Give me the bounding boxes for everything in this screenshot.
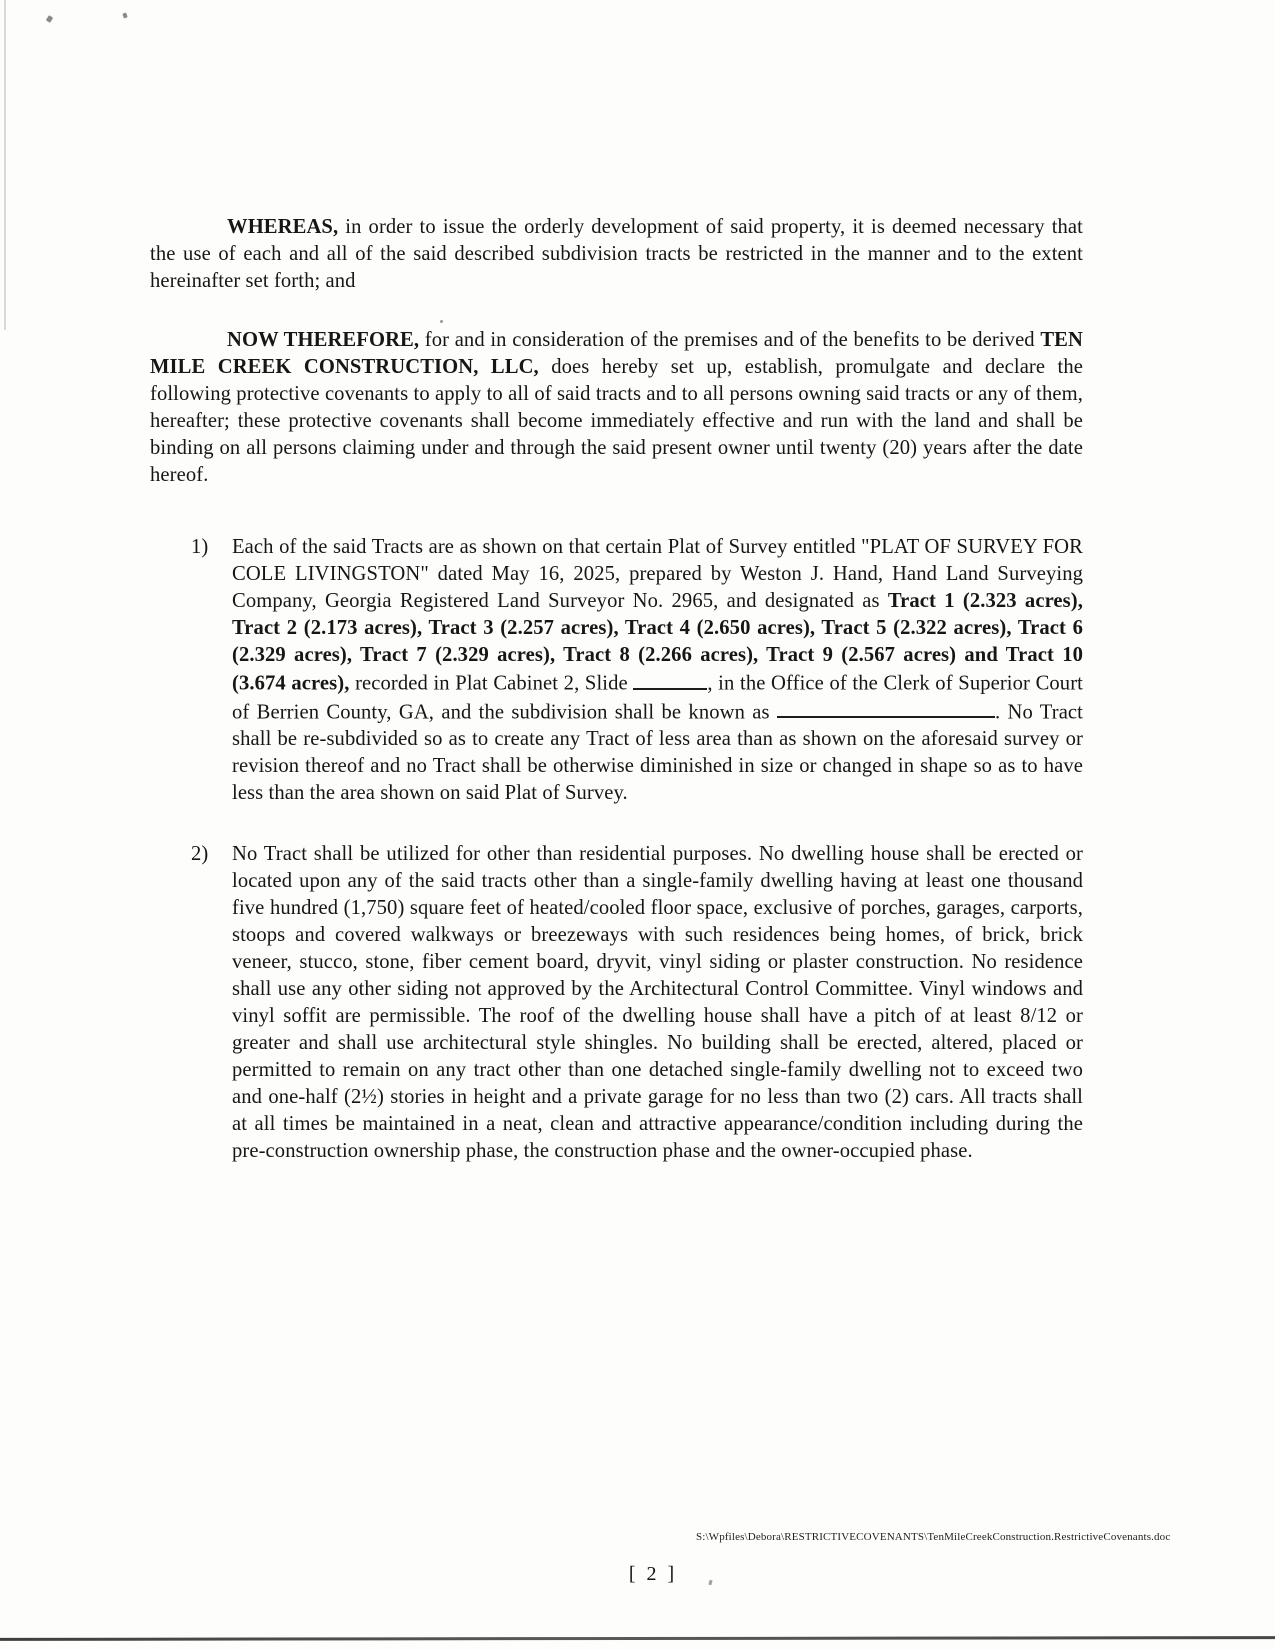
now-therefore-text-a: for and in consideration of the premises and of the benefits to be derived: [419, 329, 1041, 351]
paragraph-whereas: [150, 214, 1083, 295]
scan-speck-artifact: [708, 1580, 712, 1586]
covenant-item-2: [150, 841, 1083, 1165]
scan-speck-artifact: [122, 12, 127, 18]
whereas-lead-text: WHEREAS,: [227, 216, 339, 238]
now-therefore-lead-text: NOW THEREFORE,: [227, 329, 420, 351]
item-2-number: 2): [191, 843, 209, 866]
scan-edge-artifact: [4, 0, 6, 330]
item-2-text: No Tract shall be utilized for other than residential purposes. No dwelling house shall be erected or located upon any of the said tracts other than a single-family dwelling having at least one thousand five hundred (1,750) square feet of heated/cooled floor space, exclusive of porches, garages, carports, stoops and covered walkways or breezeways with such residences being homes, of brick, brick veneer, stucco, stone, fiber cement board, dryvit, vinyl siding or plaster construction. No residence shall use any other siding not approved by the Architectural Control Committee. Vinyl windows and vinyl soffit are permissible. The roof of the dwelling house shall have a pitch of at least 8/12 or greater and shall use architectural style shingles. No building shall be erected, altered, placed or permitted to remain on any tract other than one detached single-family dwelling not to exceed two and one-half (2½) stories in height and a private garage for no less than two (2) cars. All tracts shall at all times be maintained in a neat, clean and attractive appearance/condition including during the pre-construction ownership phase, the construction phase and the owner-occupied phase.: [232, 843, 1083, 1163]
company-name-text: TEN MILE CREEK CONSTRUCTION, LLC,: [150, 329, 1083, 378]
item-1-tract-list-text: Tract 1 (2.323 acres), Tract 2 (2.173 acres), Tract 3 (2.257 acres), Tract 4 (2.650 acres), Tract 5 (2.322 acres), Tract 6 (2.329 acres), Tract 7 (2.329 acres), Tract 8 (2.266 acres), Tract 9 (2.567 acres) and Tract 10 (3.674 acres),: [232, 590, 1083, 695]
scan-bottom-edge-line: [0, 1636, 1275, 1640]
slide-number-blank: [633, 669, 707, 690]
subdivision-name-blank: [777, 698, 995, 719]
document-body: [150, 214, 1083, 1199]
item-1-after-slide-text: , in the Office of the Clerk of Superior Court of Berrien County, GA, and the subdivision shall be known as: [232, 672, 1083, 724]
item-1-intro-text: Each of the said Tracts are as shown on that certain Plat of Survey entitled "PLAT OF SURVEY FOR COLE LIVINGSTON" dated May 16, 2025, prepared by Weston J. Hand, Hand Land Surveying Company, Georgia Registered Land Surveyor No. 2965, and designated as: [232, 536, 1083, 612]
page-number: [ 2 ]: [628, 1563, 678, 1585]
item-1-number: 1): [191, 536, 209, 558]
now-therefore-text-b: does hereby set up, establish, promulgate and declare the following protective covenants to apply to all of said tracts and to all persons owning said tracts or any of them, hereafter; these protective covenants shall become immediately effective and run with the land and shall be binding on all persons claiming under and through the said present owner until twenty (20) years after the date hereof.: [150, 356, 1083, 486]
scan-speck-artifact: [46, 15, 54, 23]
footer-file-path: S:\Wpfiles\Debora\RESTRICTIVECOVENANTS\TenMileCreekConstruction.RestrictiveCovenants.doc: [696, 1531, 1171, 1543]
item-1-after-tracts-text: recorded in Plat Cabinet 2, Slide: [349, 672, 634, 695]
item-1-closing-text: . No Tract shall be re-subdivided so as to create any Tract of less area than as shown on the aforesaid survey or revision thereof and no Tract shall be otherwise diminished in size or changed in shape so as to have less than the area shown on said Plat of Survey.: [232, 701, 1083, 805]
whereas-body-text: in order to issue the orderly development of said property, it is deemed necessary that the use of each and all of the said described subdivision tracts be restricted in the manner and to the extent hereinafter set forth; and: [150, 216, 1083, 292]
paragraph-now-therefore: [150, 327, 1083, 489]
covenant-item-1: [150, 534, 1083, 807]
